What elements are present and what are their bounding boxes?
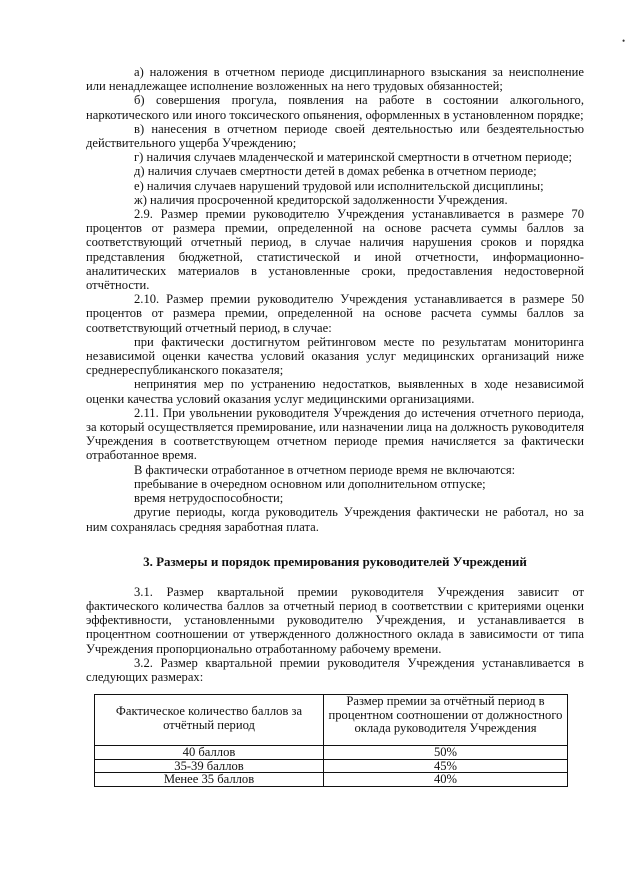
- list-item: е) наличия случаев нарушений трудовой или исполнительской дисциплины;: [134, 178, 544, 193]
- table-header-cell: Размер премии за отчётный период в процентном соотношении от должностного оклада руководителя Учреждения: [324, 695, 568, 746]
- paragraph-2-10-a: при фактически достигнутом рейтинговом месте по результатам мониторинга независимой оценки качества условий оказания услуг медицинских организаций ниже среднереспубликанского показателя;: [86, 334, 584, 378]
- table-row: [95, 773, 568, 787]
- table-cell: 40%: [324, 773, 568, 787]
- exclusion-item: пребывание в очередном основном или дополнительном отпуске;: [134, 476, 486, 491]
- list-item: г) наличия случаев младенческой и материнской смертности в отчетном периоде;: [134, 150, 572, 165]
- list-item: ж) наличия просроченной кредиторской задолженности Учреждения.: [134, 192, 508, 207]
- document-page: [86, 65, 584, 787]
- table-row: [95, 746, 568, 760]
- list-item: в) нанесения в отчетном периоде своей деятельностью или бездеятельностью действительного ущерба Учреждению;: [86, 121, 584, 151]
- paragraph-exclusions: В фактически отработанное в отчетном периоде время не включаются:: [134, 462, 516, 477]
- list-item: д) наличия случаев смертности детей в домах ребенка в отчетном периоде;: [134, 164, 537, 179]
- list-item: б) совершения прогула, появления на работе в состоянии алкогольного, наркотического или иного токсического опьянения, оформленных в установленном порядке;: [86, 93, 584, 122]
- paragraph-2-10-b: непринятия мер по устранению недостатков, выявленных в ходе независимой оценки качества условий оказания услуг медицинскими организациями.: [86, 377, 584, 406]
- exclusion-item: время нетрудоспособности;: [134, 491, 284, 506]
- paragraph-3-2: 3.2. Размер квартальной премии руководителя Учреждения устанавливается в следующих размерах:: [86, 655, 584, 684]
- section-title: 3. Размеры и порядок премирования руководителей Учреждений: [143, 553, 527, 569]
- paragraph-3-1: 3.1. Размер квартальной премии руководителя Учреждения зависит от фактического количества баллов за отчетный период в соответствии с критериями оценки эффективности, установленными руководителю Учреждения, и устанавливается в процентном соотношении от утвержденного должностного оклада в зависимости от типа Учреждения пропорционально отработанному рабочему времени.: [86, 584, 584, 656]
- table-cell: Менее 35 баллов: [95, 773, 324, 787]
- table-row: [95, 759, 568, 773]
- paragraph-2-11: 2.11. При увольнении руководителя Учреждения до истечения отчетного периода, за который осуществляется премирование, или назначении лица на должность руководителя Учреждения в соответствующем отчетном периоде премия начисляется за фактически отработанное время.: [86, 405, 584, 463]
- table-cell: 45%: [324, 759, 568, 773]
- list-item: а) наложения в отчетном периоде дисциплинарного взыскания за неисполнение или ненадлежащее исполнение возложенных на него трудовых обязанностей;: [86, 65, 584, 94]
- table-cell: 50%: [324, 746, 568, 760]
- corner-mark: •: [622, 36, 626, 46]
- table-header-row: [95, 695, 568, 746]
- table-cell: 40 баллов: [95, 746, 324, 760]
- paragraph-2-10: 2.10. Размер премии руководителю Учреждения устанавливается в размере 50 процентов от размера премии, определенной на основе расчета суммы баллов за соответствующий отчетный период, в случае:: [86, 292, 584, 335]
- bonus-table: [94, 694, 568, 787]
- exclusion-item: другие периоды, когда руководитель Учреждения фактически не работал, но за ним сохранялась средняя заработная плата.: [86, 505, 584, 534]
- table-cell: 35-39 баллов: [95, 759, 324, 773]
- paragraph-2-9: 2.9. Размер премии руководителю Учреждения устанавливается в размере 70 процентов от размера премии, определенной на основе расчета суммы баллов за соответствующий отчетный период, в случае наличия нарушения сроков и порядка представления бюджетной, статистической и иной отчетности, информационно-аналитических материалов в установленные сроки, предоставления недостоверной отчётности.: [86, 207, 584, 293]
- table-header-cell: Фактическое количество баллов за отчётный период: [95, 695, 324, 746]
